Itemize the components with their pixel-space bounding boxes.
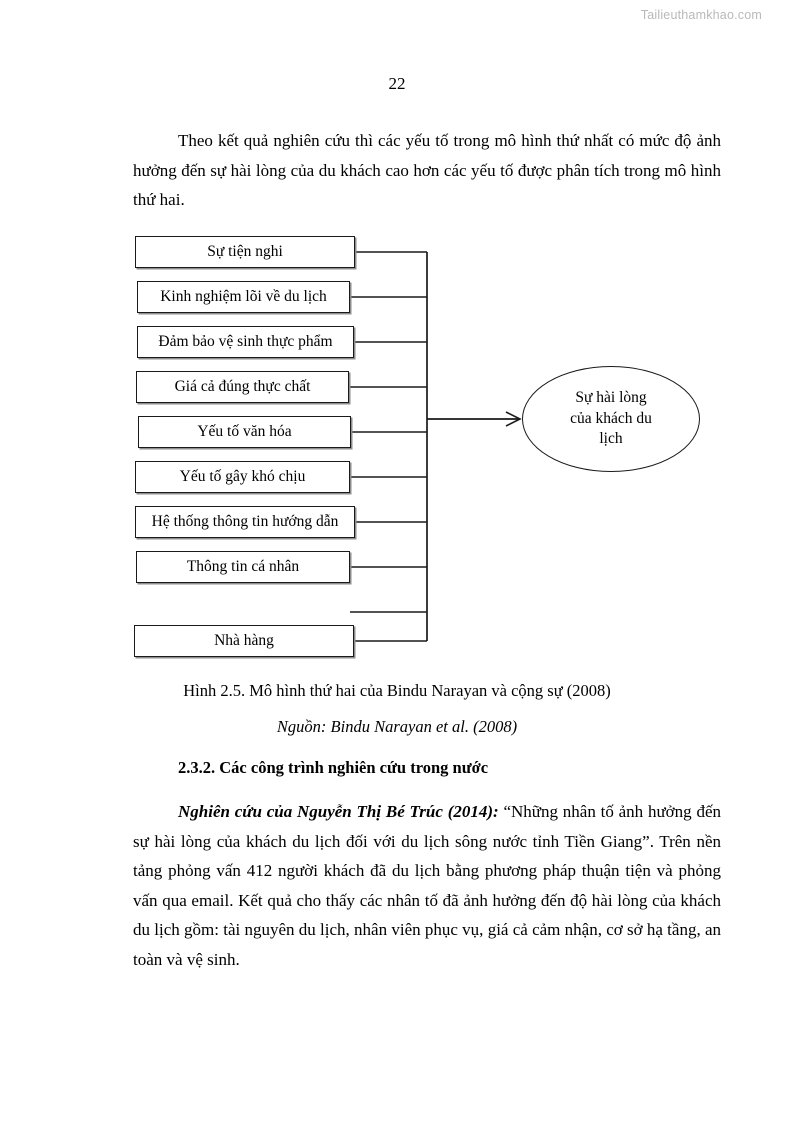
factor-box-8 [136,551,350,583]
paragraph-body: “Những nhân tố ảnh hưởng đến sự hài lòng của khách du lịch đối với du lịch sông nước tỉnh Tiền Giang”. Trên nền tảng phỏng vấn 412 người khách đã du lịch bằng phương pháp thuận tiện và phỏng vấn qua email. Kết quả cho thấy các nhân tố đã ảnh hưởng đến độ hài lòng của khách du lịch gồm: tài nguyên du lịch, nhân viên phục vụ, giá cả cảm nhận, cơ sở hạ tầng, an toàn và vệ sinh. [133,802,721,969]
outcome-ellipse [522,366,700,472]
factor-label: Yếu tố văn hóa [197,423,292,441]
page-number: 22 [388,74,406,93]
factor-box-9 [134,625,354,657]
paragraph-intro: Theo kết quả nghiên cứu thì các yếu tố trong mô hình thứ nhất có mức độ ảnh hưởng đến sự hài lòng của du khách cao hơn các yếu tố được phân tích trong mô hình thứ hai. [133,131,721,209]
factor-box-4 [136,371,349,403]
arrow-head [506,412,520,426]
watermark: Tailieuthamkhao.com [640,8,762,22]
factor-box-7 [135,506,355,538]
factor-box-2 [137,281,350,313]
paragraph-lead-in: Nghiên cứu của Nguyễn Thị Bé Trúc (2014): [178,802,499,821]
factor-label: Giá cả đúng thực chất [174,378,311,396]
factor-label: Nhà hàng [214,632,274,650]
outcome-line-2: của khách du [570,409,652,427]
factor-label: Kinh nghiệm lõi về du lịch [160,288,327,306]
figure-caption: Hình 2.5. Mô hình thứ hai của Bindu Narayan và cộng sự (2008) [183,681,611,700]
factor-label: Đảm bảo vệ sinh thực phẩm [158,333,333,351]
factor-label: Yếu tố gây khó chịu [179,468,306,486]
paragraph-last [133,797,721,974]
factor-box-5 [138,416,351,448]
factor-label: Hệ thống thông tin hướng dẫn [151,513,339,531]
outcome-line-3: lịch [599,430,623,448]
factor-label: Thông tin cá nhân [186,558,300,576]
factor-box-1 [135,236,355,268]
figure-source: Nguồn: Bindu Narayan et al. (2008) [276,717,518,736]
outcome-text [570,388,652,449]
outcome-line-1: Sự hài lòng [575,389,647,407]
factor-box-3 [137,326,354,358]
section-heading: 2.3.2. Các công trình nghiên cứu trong nước [178,758,489,777]
connector-lines [349,252,520,641]
factor-box-6 [135,461,350,493]
factor-label: Sự tiện nghi [207,243,283,261]
